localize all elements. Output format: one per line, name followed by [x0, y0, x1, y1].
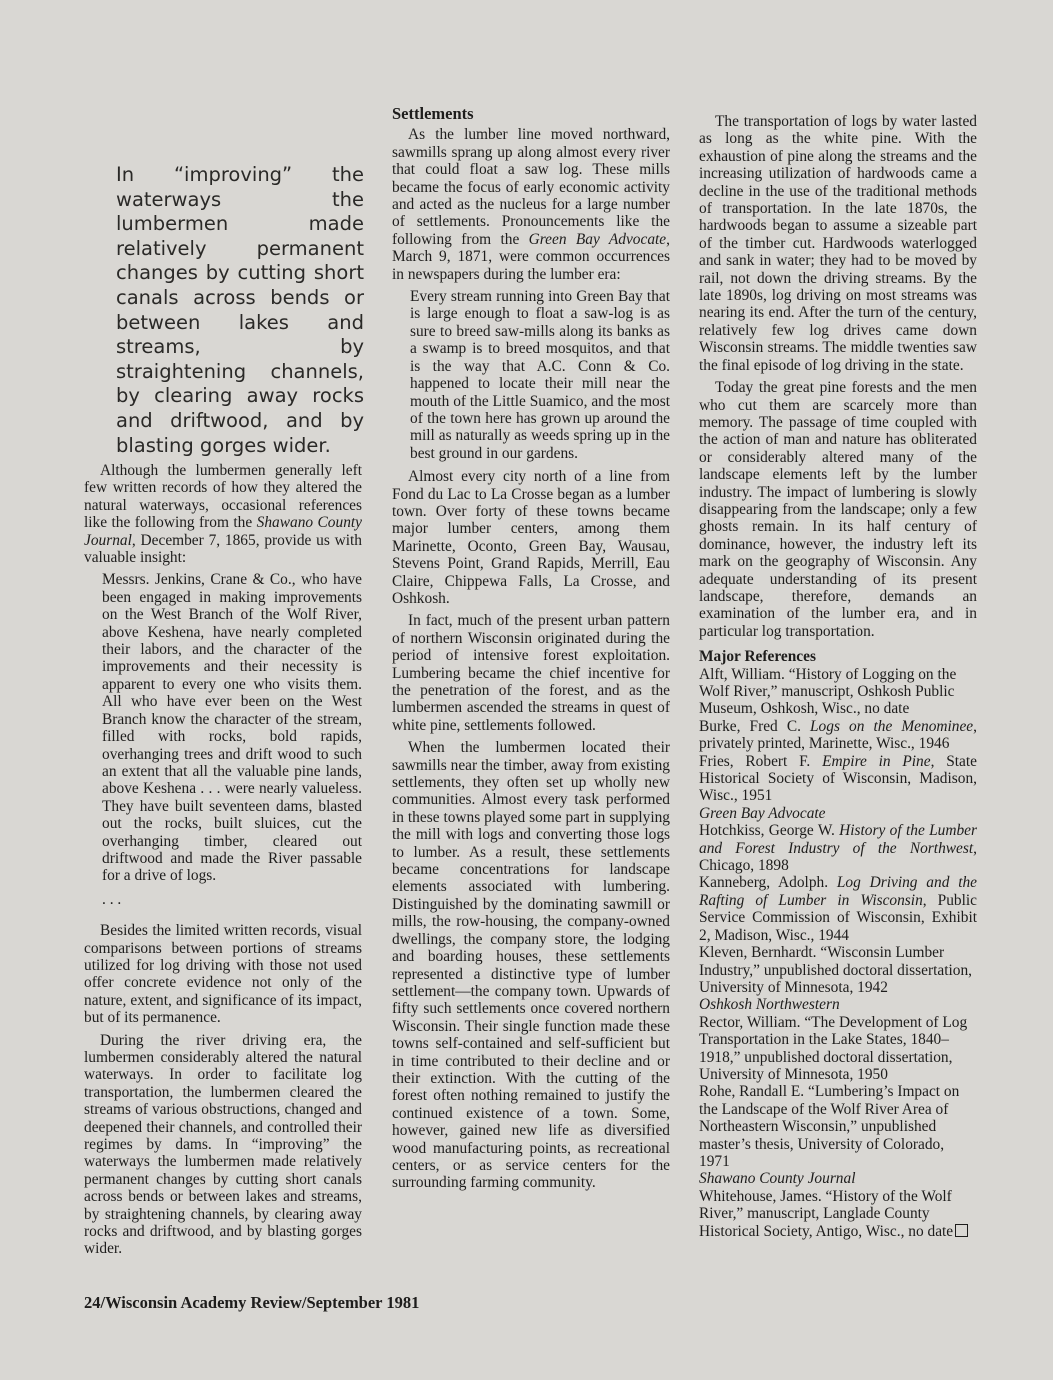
reference-title: Green Bay Advocate — [699, 804, 826, 822]
reference-entry — [699, 1170, 977, 1187]
reference-entry — [699, 1188, 977, 1240]
quote-ellipsis: . . . — [102, 890, 122, 908]
reference-title: Shawano County Journal — [699, 1170, 856, 1188]
column-1 — [84, 462, 362, 1263]
reference-entry — [699, 805, 977, 822]
reference-entry — [699, 1014, 977, 1084]
reference-text: , Chicago, 1898 — [699, 839, 977, 875]
reference-text: Kanneberg, Adolph. — [699, 874, 837, 892]
reference-title: Log Driving and the Rafting of Lumber in Wisconsin — [699, 874, 978, 909]
reference-text: Hotchkiss, George W. — [699, 822, 840, 840]
reference-entry — [699, 996, 977, 1013]
references-list — [699, 666, 977, 1240]
reference-text: Alft, William. “History of Logging on the Wolf River,” manuscript, Oshkosh Public Museum, Oshkosh, Wisc., no date — [699, 665, 957, 718]
paragraph: Today the great pine forests and the men who cut them are scarcely more than memory. The passage of time coupled with the action of man and nature has obliterated or considerably altered many of the landscape elements left by the lumber industry. The impact of lumbering is slowly disappearing from the landscape; only a few ghosts remain. In its half century of dominance, however, the industry left its mark on the geography of Wisconsin. Any adequate understanding of its present landscape, therefore, demands an examination of the lumber era, and in particular log transportation. — [699, 379, 977, 640]
column-2 — [392, 105, 670, 1197]
paragraph — [392, 126, 670, 283]
text: Although the lumbermen generally left few written records of how they altered the natural waterways, occasional references like the following from the — [84, 462, 362, 532]
paragraph: During the river driving era, the lumbermen considerably altered the natural waterways. In order to facilitate log transportation, the lumbermen cleared the streams of various obstructions, changed and deepened their channels, and controlled their regimes by dams. In “improving” the waterways the lumbermen made relatively permanent changes by cutting short canals across bends or between lakes and streams, by straightening channels, by clearing away rocks and driftwood, and by blasting gorges wider. — [84, 1031, 362, 1258]
reference-entry — [699, 666, 977, 718]
reference-entry — [699, 822, 977, 874]
paragraph: The transportation of logs by water lasted as long as the white pine. With the exhaustion of pine along the streams and the increasing utilization of hardwoods came a decline in the use of the traditional methods of transportation. In the late 1870s, the hardwoods began to assume a sizeable part of the timber cut. Hardwoods waterlogged and sank in water; they had to be moved by rail, not down the driving streams. By the late 1890s, log driving on most streams was nearing its end. After the turn of the century, relatively few log drives came down Wisconsin streams. The middle twenties saw the final episode of log driving in the state. — [699, 113, 977, 374]
reference-text: Whitehouse, James. “History of the Wolf River,” manuscript, Langlade County Historical Society, Antigo, Wisc., no date — [699, 1187, 954, 1240]
reference-entry — [699, 944, 977, 996]
paragraph: Besides the limited written records, visual comparisons between portions of streams utilized for log driving with those not used offer concrete evidence not only of the nature, extent, and significance of its impact, but of its permanence. — [84, 922, 362, 1027]
end-mark-icon — [955, 1224, 968, 1237]
reference-title: Empire in Pine — [822, 752, 931, 770]
column-3 — [699, 113, 977, 1240]
reference-title: Oshkosh Northwestern — [699, 996, 840, 1014]
reference-entry — [699, 874, 977, 944]
reference-text: Rector, William. “The Development of Log Transportation in the Lake States, 1840–1918,” unpublished doctoral dissertation, University of Minnesota, 1950 — [699, 1013, 968, 1083]
reference-title: Logs on the Menominee — [810, 717, 974, 735]
paragraph: Almost every city north of a line from Fond du Lac to La Crosse began as a lumber town. Over forty of these towns became major lumber centers, among them Marinette, Oconto, Green Bay, Wausau, Stevens Point, Grand Rapids, Merrill, Eau Claire, Chippewa Falls, La Crosse, and Oshkosh. — [392, 468, 670, 607]
source-title: Green Bay Advocate — [528, 230, 667, 248]
pull-quote: In “improving” the waterways the lumbermen made relatively permanent changes by cutting short canals across bends or between lakes and streams, by straightening channels, by clearing away rocks and driftwood, and by blasting gorges wider. — [116, 163, 364, 457]
reference-title: History of the Lumber and Forest Industry of the Northwest — [699, 822, 977, 857]
paragraph: In fact, much of the present urban pattern of northern Wisconsin originated during the period of intensive forest exploitation. Lumbering became the chief incentive for the penetration of the forest, and as the lumbermen ascended the streams in quest of white pine, settlements followed. — [392, 612, 670, 734]
reference-text: Fries, Robert F. — [699, 752, 823, 770]
text: As the lumber line moved northward, sawmills sprang up along almost every river that could float a saw log. These mills became the focus of early economic activity and acted as the nucleus for a large number of settlements. Pronouncements like the following from the — [392, 126, 670, 248]
reference-text: , Public Service Commission of Wisconsin, Exhibit 2, Madison, Wisc., 1944 — [699, 891, 977, 944]
references-heading: Major References — [699, 648, 816, 666]
reference-text: Kleven, Bernhardt. “Wisconsin Lumber Industry,” unpublished doctoral dissertation, University of Minnesota, 1942 — [699, 944, 972, 996]
text: , March 9, 1871, were common occurrences in newspapers during the lumber era: — [392, 230, 670, 283]
paragraph — [84, 462, 362, 566]
reference-text: Rohe, Randall E. “Lumbering’s Impact on the Landscape of the Wolf River Area of Northeastern Wisconsin,” unpublished master’s thesis, University of Colorado, 1971 — [699, 1083, 960, 1170]
reference-text: Burke, Fred C. — [699, 717, 810, 735]
reference-text: , State Historical Society of Wisconsin, Madison, Wisc., 1951 — [699, 752, 977, 805]
block-quote: Messrs. Jenkins, Crane & Co., who have been engaged in making improvements on the West Branch of the Wolf River, above Keshena, have nearly completed their labors, and the character of the improvements and their necessity is apparent to every one who visits them. All who have ever been on the West Branch know the character of the stream, filled with rocks, bold rapids, overhanging trees and drift wood to such an extent that all the valuable pine lands, above Keshena . . . were nearly valueless. They have built seventeen dams, blasted out the rocks, built sluices, cut the overhanging timber, cleared out driftwood and made the River passable for a drive of logs. — [102, 571, 362, 885]
source-title: Shawano County Journal — [84, 514, 362, 549]
text: , December 7, 1865, provide us with valuable insight: — [84, 531, 362, 567]
reference-entry — [699, 1083, 977, 1170]
reference-entry — [699, 753, 977, 805]
section-heading: Settlements — [392, 104, 474, 123]
paragraph: When the lumbermen located their sawmills near the timber, away from existing settlements, they often set up wholly new communities. Almost every task performed in these towns played some part in supplying the mill with logs and converting those logs to lumber. As a result, these settlements became concentrations for landscape elements associated with lumbering. Distinguished by the dominating sawmill or mills, the row-housing, the company-owned dwellings, the company store, the lodging and boarding houses, these settlements represented a distinctive type of lumber settlement—the company town. Upwards of fifty such settlements once covered northern Wisconsin. Their single function made these towns self-contained and self-sufficient but in time contributed to their decline and or their extinction. With the cutting of the forest often nothing remained to justify the continued existence of a town. Some, however, gained new life as diversified wood manufacturing points, as recreational centers, or as service centers for the surrounding farming community. — [392, 739, 670, 1192]
block-quote: Every stream running into Green Bay that is large enough to float a saw-log is as sure to breed saw-mills along its banks as a swamp is to breed mosquitos, and that is the way that A.C. Conn & Co. happened to locate their mill near the mouth of the Little Suamico, and the most of the town here has grown up around the mill as naturally as weeds spring up in the best ground in our gardens. — [410, 288, 670, 462]
reference-entry — [699, 718, 977, 753]
page-footer: 24/Wisconsin Academy Review/September 1981 — [84, 1293, 420, 1312]
reference-text: , privately printed, Marinette, Wisc., 1946 — [699, 717, 977, 753]
